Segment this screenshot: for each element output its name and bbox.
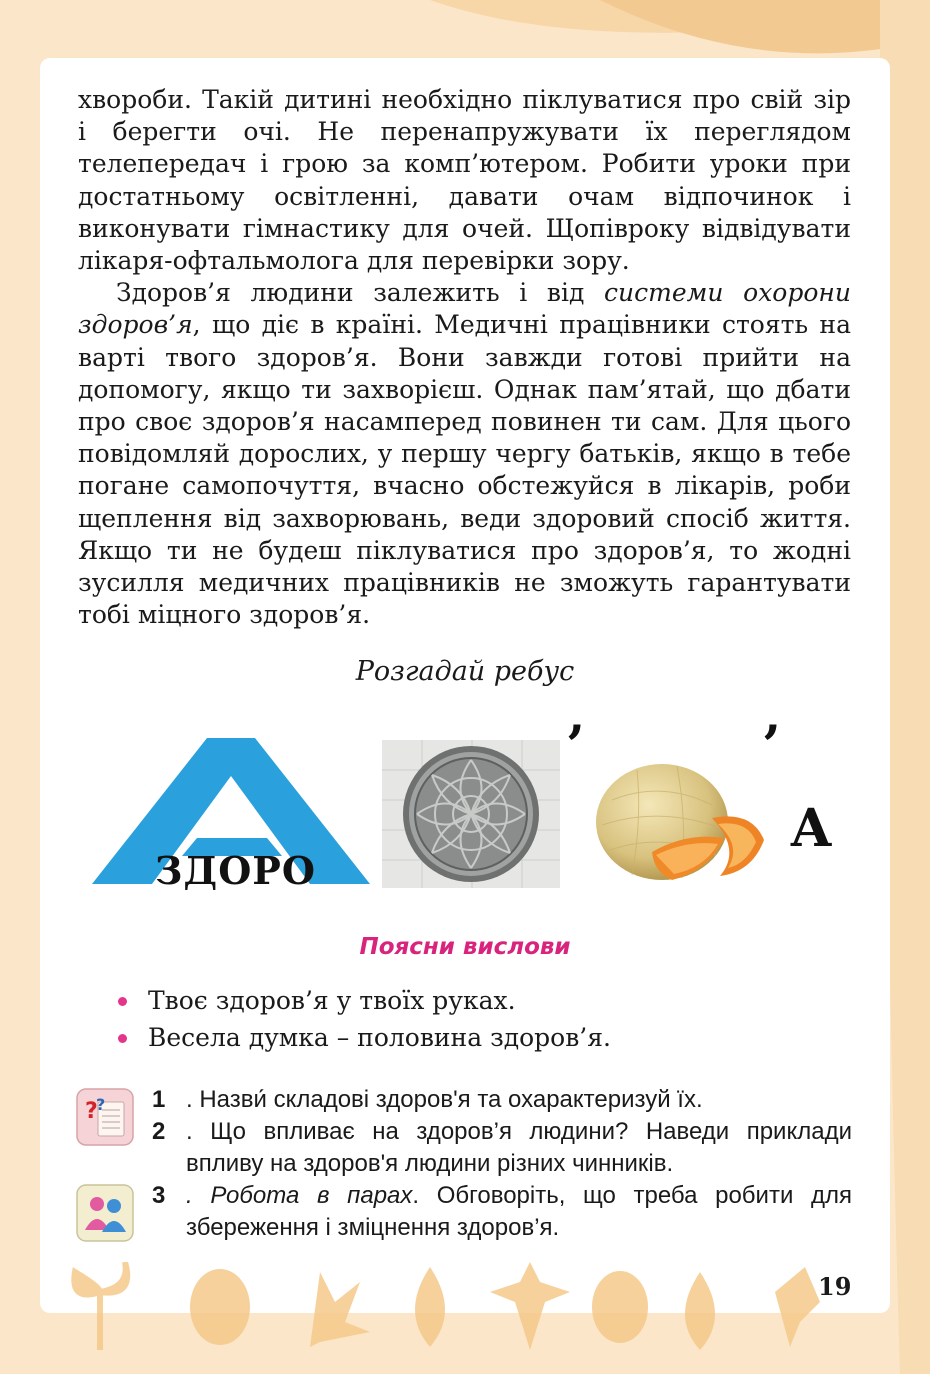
leaf-icon [490,1262,570,1350]
leaf-icon [685,1272,715,1350]
pair-work-icon [76,1184,134,1242]
rebus-letter-a: А [790,798,833,859]
manhole-cover-image [382,740,560,888]
task-text: . Що впливає на здоров’я людини? Наведи приклади впливу на здоров'я людини різних чинників. [186,1118,852,1177]
leaf-icon [415,1267,445,1347]
leaf-icon [74,1262,127,1350]
paragraph-health-system-rest: , що діє в країні. Медичні працівники стоять на варті твого здоров’я. Вони завжди готові прийти на допомогу, якщо ти захворієш. Однак пам’ятай, що дбати про своє здоров’я насамперед повинен ти сам. Для цього повідомляй дорослих, у першу чергу батьків, якщо в тебе погане самопочуття, вчасно обстежуйся в лікарів, роби щеплення від захворювань, веди здоровий спосіб життя. Якщо ти не будеш піклуватися про здоров’я, то жодні зусилля медичних працівників не зможуть гарантувати тобі міцного здоров’я. [78,310,851,630]
saying-text: Весела думка – половина здоров’я. [148,1023,611,1052]
task-item-1 [152,1084,852,1116]
tasks-list [152,1084,852,1244]
rebus-word-zdoro: ЗДОРО [155,848,316,893]
question-note-icon [76,1088,134,1146]
paragraph-health-system [78,277,851,631]
paragraph-health-system-emphasis: системи охорони здоров’я [78,278,851,340]
list-item [118,982,611,1019]
leaf-icon [190,1269,250,1345]
task-emphasis: . Робота в парах [186,1182,413,1209]
saying-text: Твоє здоров’я у твоїх руках. [148,986,516,1015]
melon-image [592,760,772,888]
explain-title: Поясни вислови [359,934,571,960]
list-item [118,1019,611,1056]
leaf-icon [775,1267,820,1347]
rebus-apostrophe-left: ’ [566,713,585,777]
rebus-apostrophe-right: ’ [762,713,781,777]
task-number: 3 [152,1182,166,1209]
svg-text:?: ? [96,1095,106,1114]
task-item-2 [152,1116,852,1180]
page-number: 19 [818,1272,852,1301]
bullet-dot-icon [118,1034,127,1043]
body-text [78,84,851,631]
task-item-3 [152,1180,852,1244]
task-text: . Назви́ складові здоров'я та охарактеризуй їх. [186,1086,703,1113]
paragraph-health-system-start: Здоров’я людини залежить і від [116,278,605,308]
paragraph-eye-care: хвороби. Такій дитині необхідно піклуватися про свій зір і берегти очі. Не перенапружувати їх переглядом телепередач і грою за комп’ютером. Робити уроки при достатньому освітленні, давати очам відпочинок і виконувати гімнастику для очей. Щопівроку відвідувати лікаря-офтальмолога для перевірки зору. [78,85,851,276]
task-number: 1 [152,1086,166,1113]
task-number: 2 [152,1118,166,1145]
bullet-dot-icon [118,997,127,1006]
decorative-leaves [60,1262,840,1352]
task-text: . Обговоріть, що треба робити для збереження і зміцнення здоров’я. [186,1182,853,1241]
leaf-icon [592,1271,648,1343]
svg-text:?: ? [85,1099,98,1124]
leaf-icon [310,1272,370,1347]
rebus-title: Розгадай ребус [355,656,575,687]
sayings-list [118,982,611,1056]
